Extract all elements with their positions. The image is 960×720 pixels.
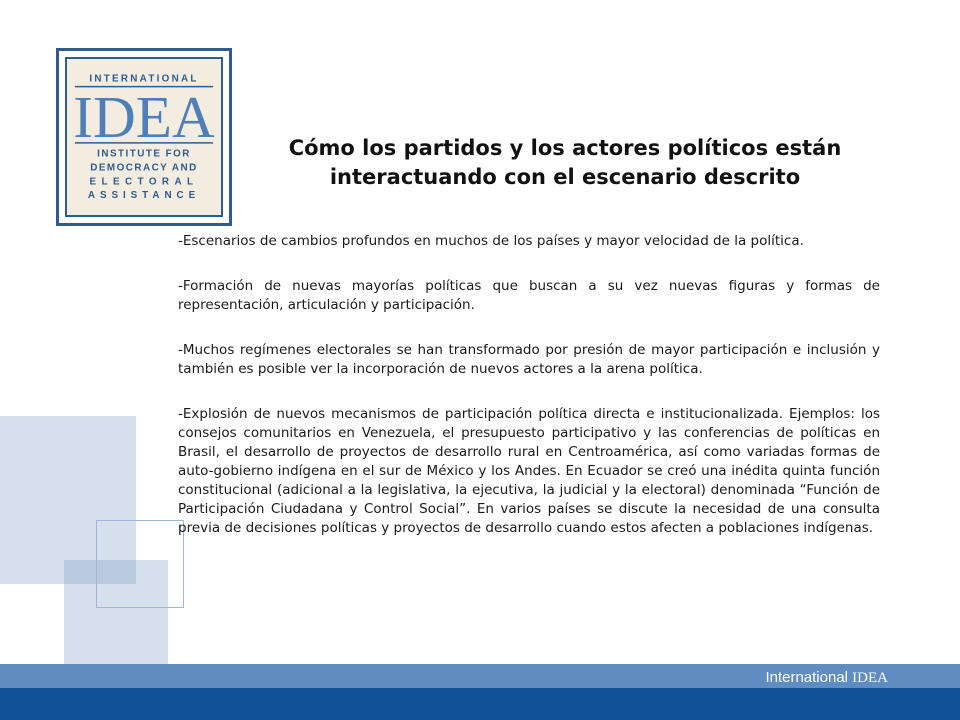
- footer-brand-plain: International: [765, 669, 848, 686]
- logo-line1: INTERNATIONAL: [89, 73, 199, 85]
- logo-graphic: [67, 59, 221, 215]
- logo-wordmark: IDEA: [73, 84, 215, 150]
- logo-line2: INSTITUTE FOR: [97, 148, 191, 160]
- decorative-outline-square: [96, 520, 184, 608]
- logo-panel: [65, 57, 223, 217]
- idea-logo: [56, 48, 232, 226]
- bullet-paragraph: -Muchos regímenes electorales se han transformado por presión de mayor participación e inclusión y también es posible ver la incorporación de nuevos actores a la arena política.: [178, 342, 880, 377]
- footer-band-dark: [0, 688, 960, 720]
- slide-title: [240, 134, 890, 192]
- logo-line5: ASSISTANCE: [87, 190, 201, 202]
- logo-line3: DEMOCRACY AND: [90, 162, 198, 174]
- footer-brand-idea: IDEA: [852, 670, 888, 686]
- logo-line4: ELECTORAL: [89, 176, 199, 188]
- title-line-1: Cómo los partidos y los actores políticos están: [288, 136, 842, 160]
- slide-body: [178, 232, 880, 564]
- footer-brand: [765, 669, 888, 687]
- bullet-paragraph: -Formación de nuevas mayorías políticas que buscan a su vez nuevas figuras y formas de representación, articulación y participación.: [178, 278, 880, 313]
- bullet-paragraph: -Escenarios de cambios profundos en muchos de los países y mayor velocidad de la política.: [178, 233, 804, 249]
- title-line-2: interactuando con el escenario descrito: [329, 165, 801, 189]
- bullet-paragraph: -Explosión de nuevos mecanismos de participación política directa e institucionalizada. Ejemplos: los consejos comunitarios en Venezuela, el presupuesto participativo y las conferencias de políticas en Brasil, el desarrollo de proyectos de desarrollo rural en Centroamérica, así como variadas formas de auto-gobierno indígena en el sur de México y los Andes. En Ecuador se creó una inédita quinta función constitucional (adicional a la legislativa, la ejecutiva, la judicial y la electoral) denominada “Función de Participación Ciudadana y Control Social”. En varios países se discute la necesidad de una consulta previa de decisiones políticas y proyectos de desarrollo cuando estos afecten a poblaciones indígenas.: [178, 406, 880, 536]
